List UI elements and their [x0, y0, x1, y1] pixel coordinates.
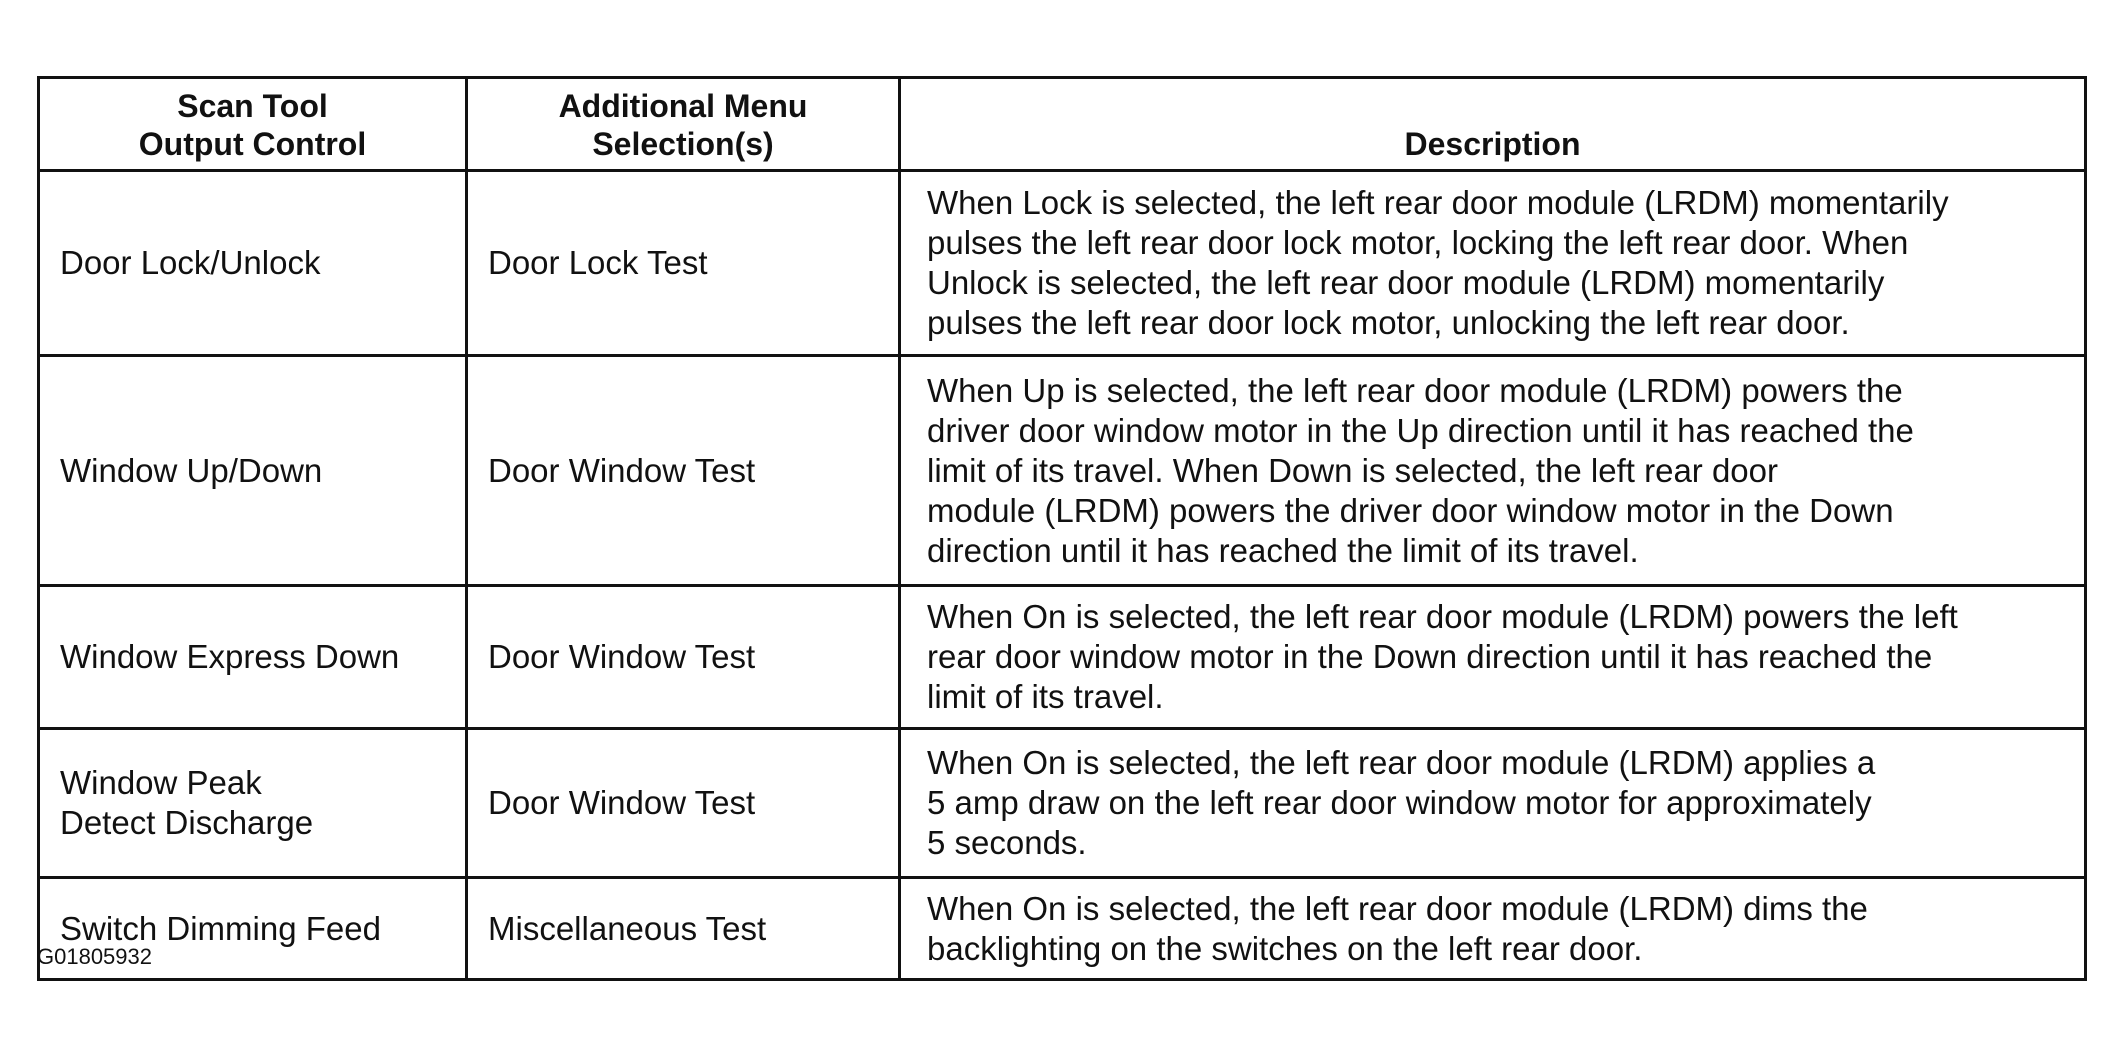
description-line: direction until it has reached the limit of its travel.	[927, 531, 1639, 569]
header-scan-tool-output-control	[39, 78, 467, 171]
header-line: Selection(s)	[592, 126, 774, 162]
cell-output-control: Window Up/Down	[39, 356, 467, 586]
description-line: driver door window motor in the Up direction until it has reached the	[927, 411, 1914, 449]
output-control-table	[37, 76, 2087, 981]
description-line: limit of its travel. When Down is selected, the left rear door	[927, 451, 1779, 489]
description-line: backlighting on the switches on the left rear door.	[927, 929, 1643, 967]
description-line: When On is selected, the left rear door module (LRDM) powers the left	[927, 598, 1958, 635]
header-line: Additional Menu	[558, 88, 808, 124]
cell-description	[900, 729, 2086, 878]
header-line: Output Control	[138, 126, 367, 162]
cell-output-control: Window Peak Detect Discharge	[39, 729, 467, 878]
cell-menu-selection: Door Window Test	[467, 356, 900, 586]
table-row	[39, 171, 2086, 356]
description-line: pulses the left rear door lock motor, unlocking the left rear door.	[927, 304, 1850, 341]
figure-id: G01805932	[37, 944, 152, 969]
description-line: When Up is selected, the left rear door module (LRDM) powers the	[927, 371, 1903, 409]
header-description	[900, 78, 2086, 171]
header-line: Description	[1404, 126, 1581, 162]
cell-menu-selection: Door Window Test	[467, 729, 900, 878]
table-row	[39, 729, 2086, 878]
description-line: When Lock is selected, the left rear door module (LRDM) momentarily	[927, 184, 1949, 221]
table-header-row	[39, 78, 2086, 171]
table-row	[39, 356, 2086, 586]
cell-description	[900, 356, 2086, 586]
cell-output-control: Window Express Down	[39, 586, 467, 729]
cell-description	[900, 171, 2086, 356]
cell-menu-selection: Door Window Test	[467, 586, 900, 729]
cell-output-control: Door Lock/Unlock	[39, 171, 467, 356]
description-line: rear door window motor in the Down direction until it has reached the	[927, 638, 1933, 675]
description-line: module (LRDM) powers the driver door window motor in the Down	[927, 491, 1894, 529]
table-row	[39, 878, 2086, 980]
description-line: limit of its travel.	[927, 678, 1164, 715]
description-line: When On is selected, the left rear door module (LRDM) dims the	[927, 889, 1868, 927]
description-line: 5 amp draw on the left rear door window motor for approximately	[927, 784, 1872, 821]
output-control-table-wrapper	[37, 76, 2087, 981]
cell-menu-selection: Miscellaneous Test	[467, 878, 900, 980]
description-line: pulses the left rear door lock motor, locking the left rear door. When	[927, 224, 1909, 261]
cell-menu-selection: Door Lock Test	[467, 171, 900, 356]
header-additional-menu-selections	[467, 78, 900, 171]
cell-description	[900, 586, 2086, 729]
description-line: 5 seconds.	[927, 824, 1087, 861]
table-row	[39, 586, 2086, 729]
cell-description	[900, 878, 2086, 980]
cell-output-control: Switch Dimming Feed	[39, 878, 467, 980]
header-line: Scan Tool	[177, 88, 328, 124]
description-line: When On is selected, the left rear door module (LRDM) applies a	[927, 744, 1876, 781]
description-line: Unlock is selected, the left rear door module (LRDM) momentarily	[927, 264, 1885, 301]
